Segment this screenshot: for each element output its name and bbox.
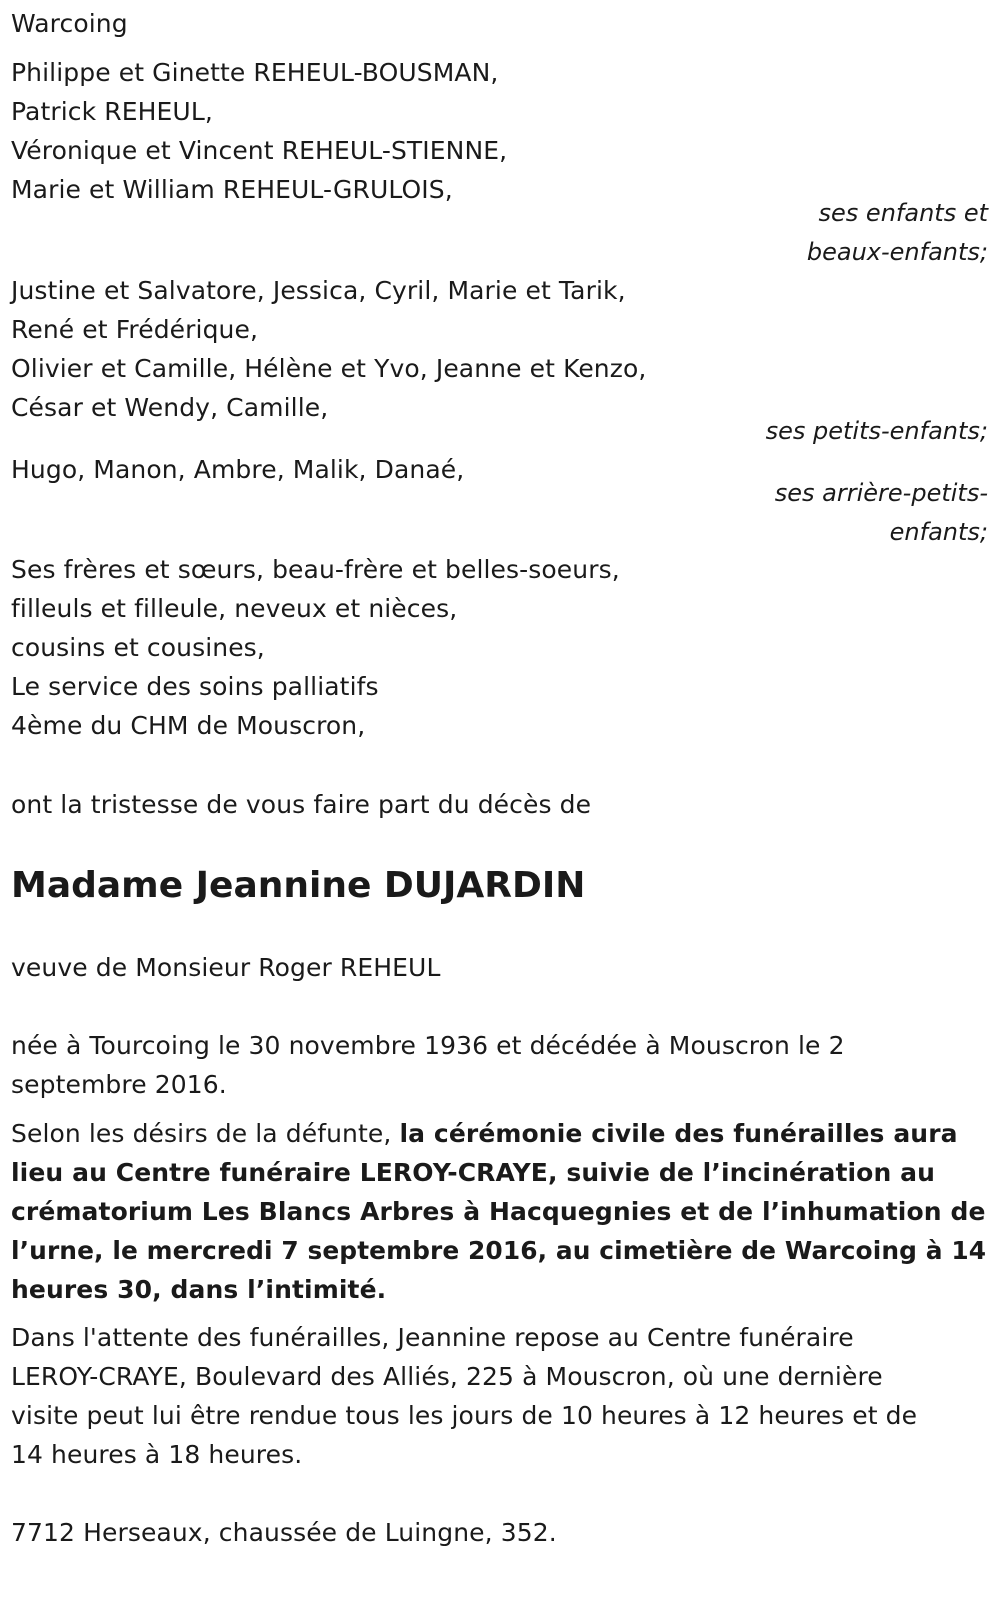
ceremony-line-4: l’urne, le mercredi 7 septembre 2016, au cimetière de Warcoing à 14: [11, 1236, 987, 1265]
others-line-2: filleuls et filleule, neveux et nièces,: [11, 594, 458, 623]
visitation-line-2: LEROY-CRAYE, Boulevard des Alliés, 225 à Mouscron, où une dernière: [11, 1362, 883, 1391]
visitation-line-3: visite peut lui être rendue tous les jours de 10 heures à 12 heures et de: [11, 1401, 918, 1430]
address: 7712 Herseaux, chaussée de Luingne, 352.: [11, 1518, 557, 1547]
ceremony-bold-1: la cérémonie civile des funérailles aura: [399, 1119, 958, 1148]
great-grandchildren-label-2: enfants;: [889, 518, 988, 546]
children-line-4: Marie et William REHEUL-GRULOIS,: [11, 175, 453, 204]
grandchildren-line-2: René et Frédérique,: [11, 315, 259, 344]
others-line-3: cousins et cousines,: [11, 633, 265, 662]
widow-of: veuve de Monsieur Roger REHEUL: [11, 953, 441, 982]
others-line-5: 4ème du CHM de Mouscron,: [11, 711, 366, 740]
great-grandchildren-label-1: ses arrière-petits-: [774, 479, 988, 507]
grandchildren-label: ses petits-enfants;: [765, 417, 988, 445]
ceremony-line-5: heures 30, dans l’intimité.: [11, 1275, 387, 1304]
birth-death-line-1: née à Tourcoing le 30 novembre 1936 et décédée à Mouscron le 2: [11, 1031, 845, 1060]
ceremony-intro: Selon les désirs de la défunte,: [11, 1119, 400, 1148]
ceremony-line-2: lieu au Centre funéraire LEROY-CRAYE, suivie de l’incinération au: [11, 1158, 936, 1187]
announcement: ont la tristesse de vous faire part du décès de: [11, 790, 592, 819]
birth-death-line-2: septembre 2016.: [11, 1070, 227, 1099]
ceremony-line-3: crématorium Les Blancs Arbres à Hacquegnies et de l’inhumation de: [11, 1197, 986, 1226]
children-line-3: Véronique et Vincent REHEUL-STIENNE,: [11, 136, 508, 165]
visitation-line-4: 14 heures à 18 heures.: [11, 1440, 303, 1469]
children-label-2: beaux-enfants;: [806, 238, 988, 266]
children-line-2: Patrick REHEUL,: [11, 97, 213, 126]
visitation-line-1: Dans l'attente des funérailles, Jeannine repose au Centre funéraire: [11, 1323, 854, 1352]
grandchildren-line-4: César et Wendy, Camille,: [11, 393, 329, 422]
children-label-1: ses enfants et: [818, 199, 988, 227]
location: Warcoing: [11, 9, 128, 38]
children-line-1: Philippe et Ginette REHEUL-BOUSMAN,: [11, 58, 499, 87]
others-line-4: Le service des soins palliatifs: [11, 672, 379, 701]
grandchildren-line-1: Justine et Salvatore, Jessica, Cyril, Marie et Tarik,: [11, 276, 626, 305]
deceased-name: Madame Jeannine DUJARDIN: [11, 865, 586, 906]
others-line-1: Ses frères et sœurs, beau-frère et belles-soeurs,: [11, 555, 620, 584]
grandchildren-line-3: Olivier et Camille, Hélène et Yvo, Jeanne et Kenzo,: [11, 354, 647, 383]
great-grandchildren-line: Hugo, Manon, Ambre, Malik, Danaé,: [11, 455, 465, 484]
ceremony-line-1: [11, 1114, 958, 1154]
